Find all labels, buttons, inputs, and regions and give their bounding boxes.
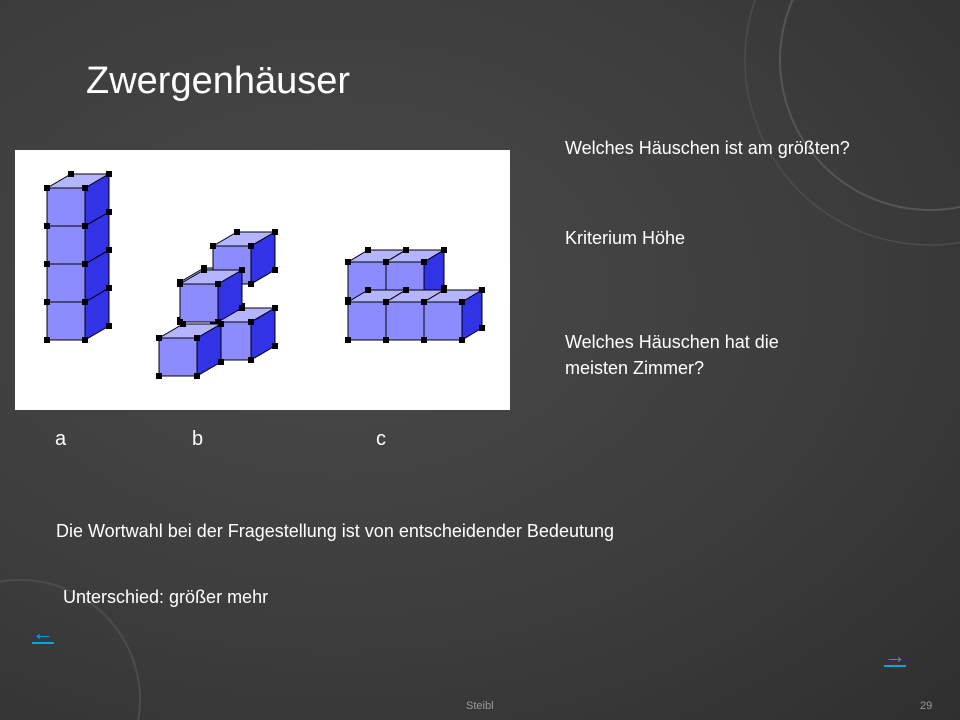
cube-front-face: [47, 302, 85, 340]
cube-corner-dot: [215, 281, 221, 287]
cube-front-face: [386, 302, 424, 340]
cube-corner-dot: [156, 373, 162, 379]
cube-corner-dot: [403, 287, 409, 293]
cube-corner-dot: [365, 247, 371, 253]
cube-corner-dot: [218, 321, 224, 327]
cube-corner-dot: [44, 185, 50, 191]
cube-corner-dot: [177, 281, 183, 287]
question-most-rooms-line2: meisten Zimmer?: [565, 358, 705, 378]
cube-front-face: [47, 226, 85, 264]
cube-corner-dot: [272, 229, 278, 235]
cube-corner-dot: [248, 243, 254, 249]
cube-houses-illustration: [15, 150, 510, 410]
cube-corner-dot: [272, 305, 278, 311]
cube-corner-dot: [421, 299, 427, 305]
cube-corner-dot: [180, 321, 186, 327]
cube-corner-dot: [82, 337, 88, 343]
cube-corner-dot: [459, 337, 465, 343]
cube-corner-dot: [441, 247, 447, 253]
cube-corner-dot: [383, 259, 389, 265]
cube-corner-dot: [44, 223, 50, 229]
cube-corner-dot: [272, 267, 278, 273]
cube-corner-dot: [345, 299, 351, 305]
cube-corner-dot: [156, 335, 162, 341]
cube-corner-dot: [82, 185, 88, 191]
cube-corner-dot: [272, 343, 278, 349]
question-most-rooms-line1: Welches Häuschen hat die: [565, 332, 779, 352]
cube-corner-dot: [421, 259, 427, 265]
cube-corner-dot: [403, 247, 409, 253]
cube-corner-dot: [479, 325, 485, 331]
cube-corner-dot: [44, 299, 50, 305]
cube-front-face: [348, 302, 386, 340]
label-c: c: [376, 428, 386, 450]
label-b: b: [192, 428, 204, 450]
cube-front-face: [47, 264, 85, 302]
cube-corner-dot: [82, 223, 88, 229]
cube-corner-dot: [421, 337, 427, 343]
footer-page-number: 29: [920, 700, 933, 712]
cube-corner-dot: [82, 299, 88, 305]
statement-wording: Die Wortwahl bei der Fragestellung ist von entscheidender Bedeutung: [56, 521, 614, 541]
cube-corner-dot: [201, 267, 207, 273]
cube-corner-dot: [106, 171, 112, 177]
cube-front-face: [424, 302, 462, 340]
cube-corner-dot: [248, 281, 254, 287]
criterion-height: Kriterium Höhe: [565, 228, 686, 248]
cube-corner-dot: [345, 337, 351, 343]
cube-corner-dot: [365, 287, 371, 293]
cube-corner-dot: [239, 305, 245, 311]
right-arrow-icon[interactable]: →: [884, 643, 906, 668]
cube-corner-dot: [82, 261, 88, 267]
cube-corner-dot: [210, 243, 216, 249]
cube-corner-dot: [248, 357, 254, 363]
cube-corner-dot: [383, 337, 389, 343]
cube-corner-dot: [345, 259, 351, 265]
left-arrow-icon[interactable]: ←: [32, 620, 54, 645]
cube-front-face: [47, 188, 85, 226]
cube-corner-dot: [239, 267, 245, 273]
cube-corner-dot: [68, 171, 74, 177]
cube-corner-dot: [248, 319, 254, 325]
cube-corner-dot: [44, 261, 50, 267]
cube-corner-dot: [194, 373, 200, 379]
cube-corner-dot: [44, 337, 50, 343]
cube-corner-dot: [218, 359, 224, 365]
cube-corner-dot: [106, 247, 112, 253]
cube-corner-dot: [383, 299, 389, 305]
cube-front-face: [159, 338, 197, 376]
dwarf-houses-figure: [15, 150, 510, 410]
slide-title: Zwergenhäuser: [86, 60, 351, 102]
label-a: a: [55, 428, 67, 450]
cube-corner-dot: [194, 335, 200, 341]
footer-author: Steibl: [466, 700, 494, 712]
cube-corner-dot: [106, 323, 112, 329]
cube-corner-dot: [106, 285, 112, 291]
cube-corner-dot: [479, 287, 485, 293]
cube-corner-dot: [234, 229, 240, 235]
cube-front-face: [180, 284, 218, 322]
question-largest: Welches Häuschen ist am größten?: [565, 138, 850, 158]
cube-corner-dot: [106, 209, 112, 215]
cube-corner-dot: [441, 287, 447, 293]
cube-corner-dot: [459, 299, 465, 305]
difference-note: Unterschied: größer mehr: [63, 587, 269, 607]
